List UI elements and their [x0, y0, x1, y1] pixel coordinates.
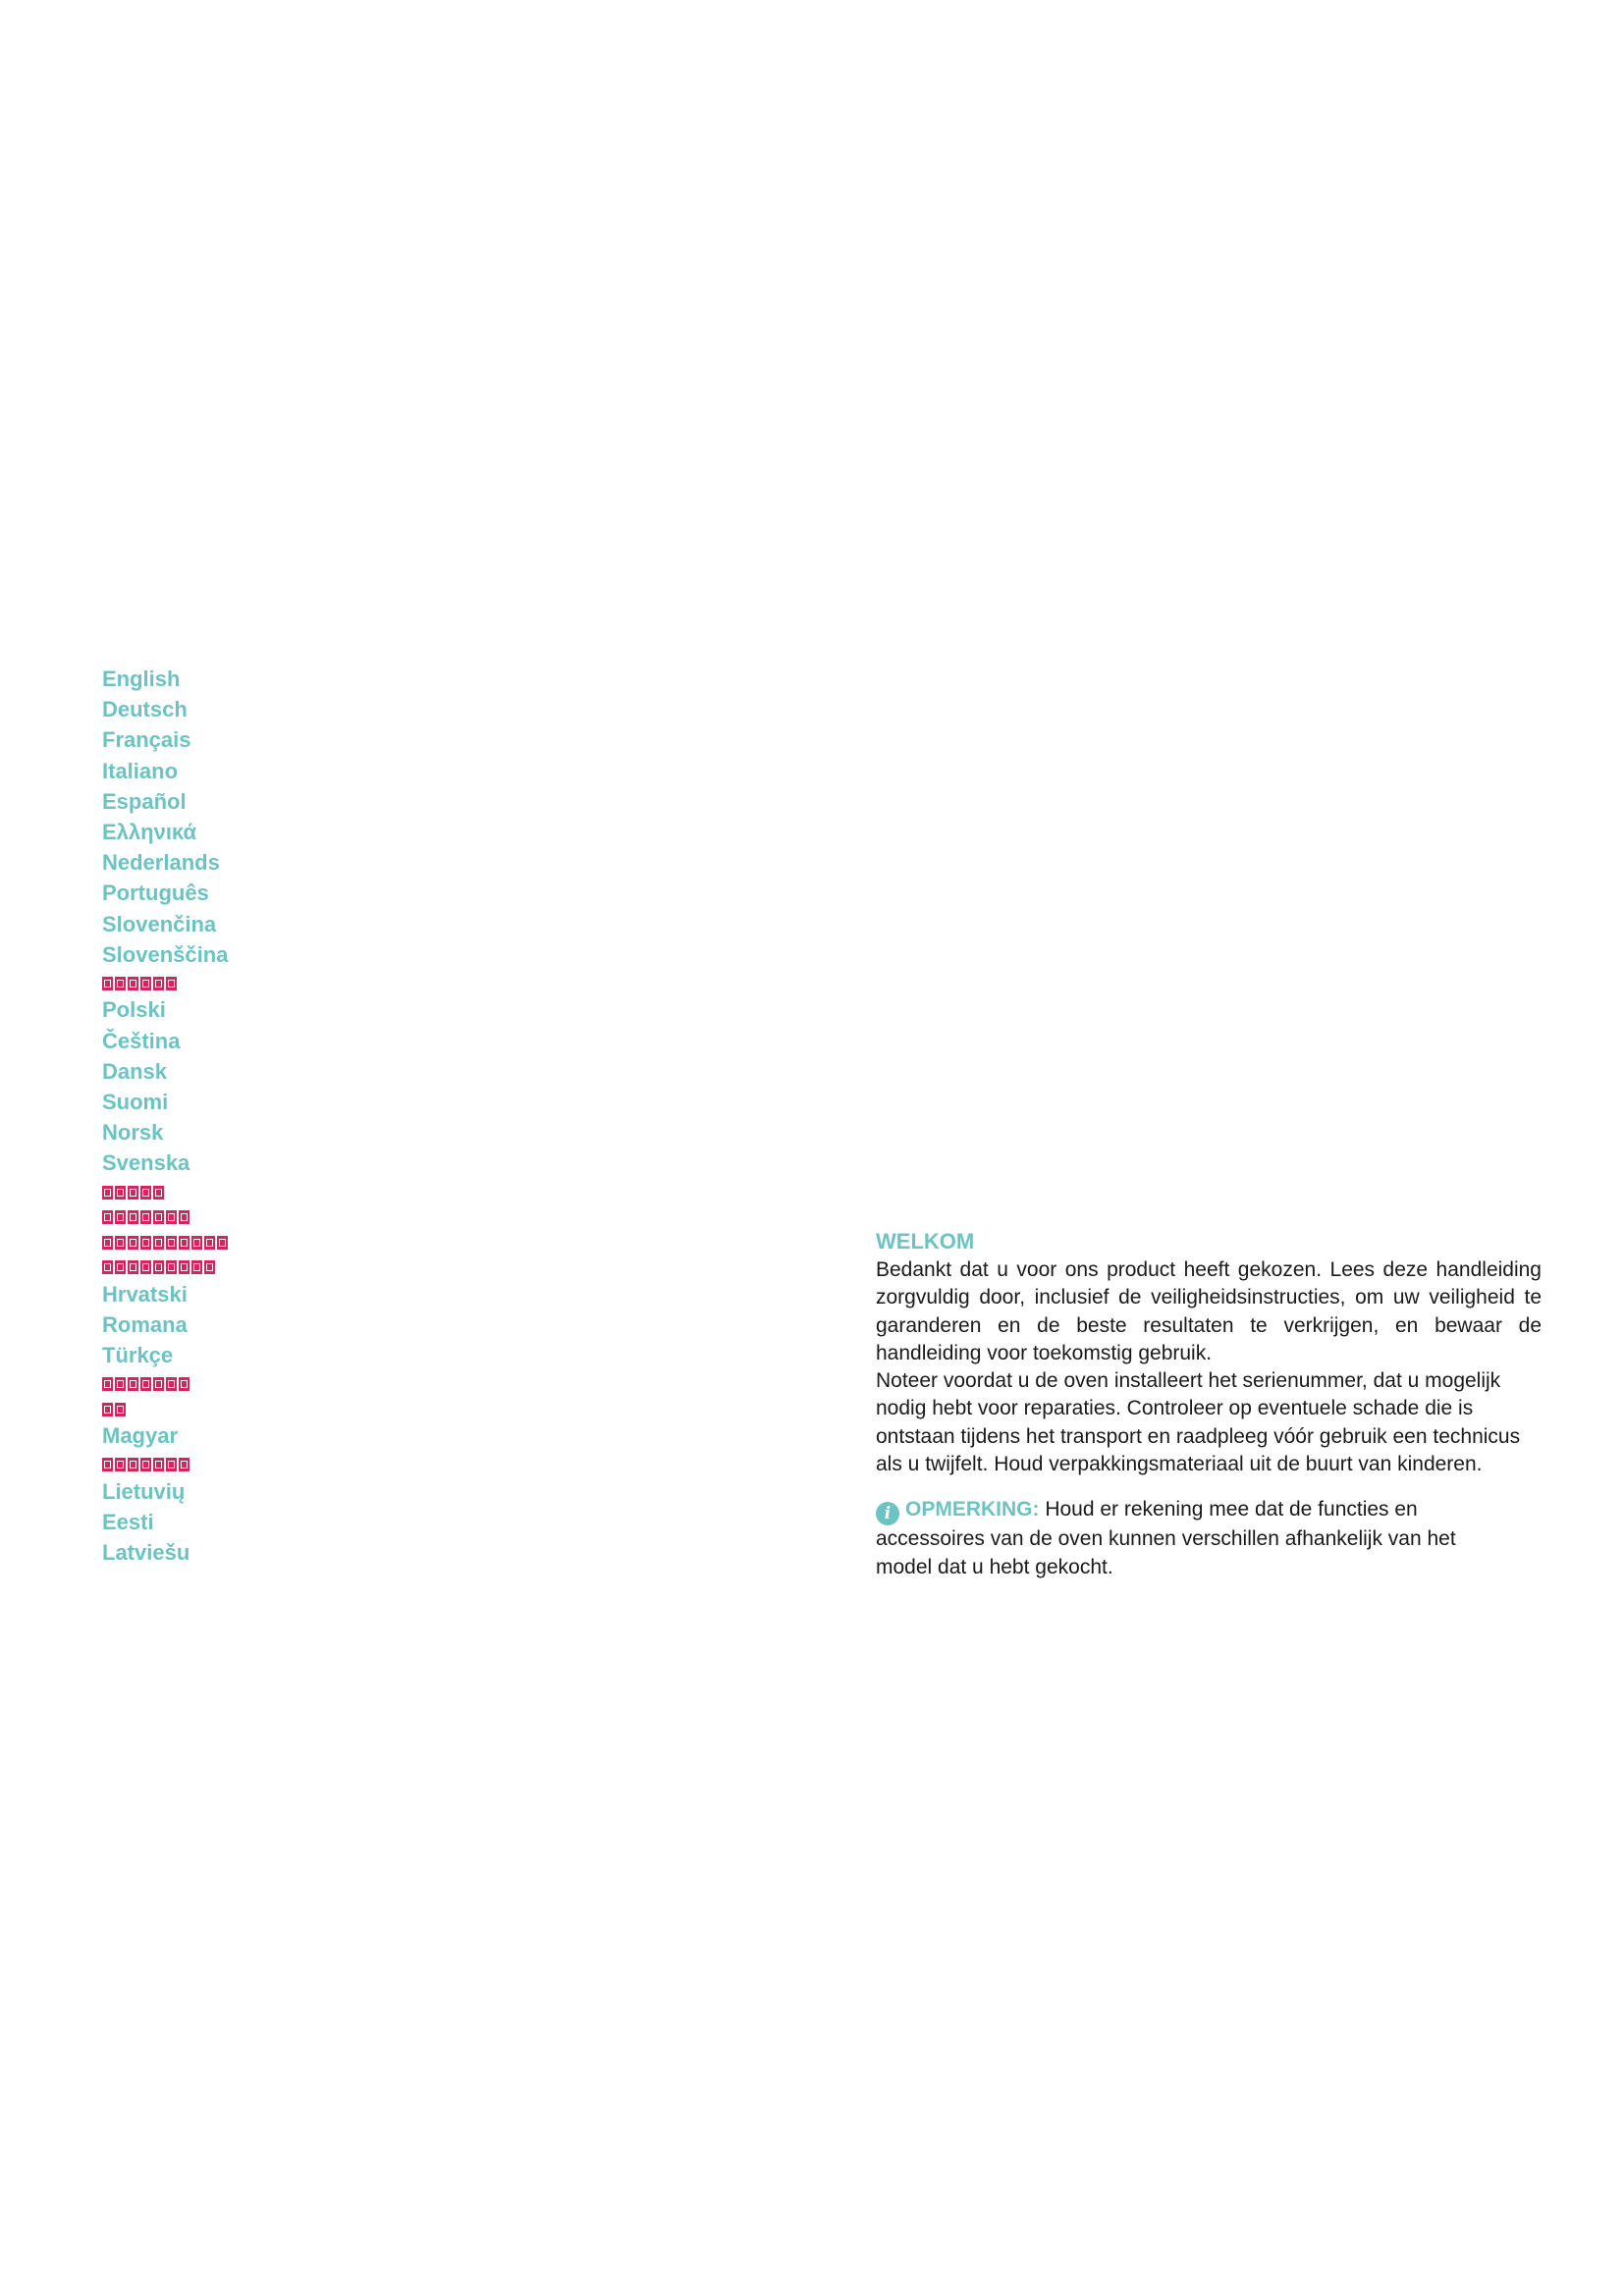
missing-glyph-icon — [115, 977, 126, 990]
missing-glyph-icon — [102, 977, 113, 990]
missing-glyph-icon — [128, 1458, 138, 1471]
missing-glyph-icon — [153, 1186, 164, 1200]
missing-glyph-icon — [179, 1236, 189, 1250]
missing-glyph-icon — [102, 1403, 113, 1416]
language-item: Dansk — [102, 1058, 168, 1084]
missing-glyph-icon — [115, 1186, 126, 1200]
language-item: Lietuvių — [102, 1478, 186, 1504]
missing-glyph-icon — [140, 977, 151, 990]
language-item: Romana — [102, 1311, 188, 1337]
missing-glyph-icon — [128, 977, 138, 990]
language-item: Polski — [102, 997, 166, 1023]
missing-glyph-boxes — [102, 1186, 164, 1200]
language-item-missing-glyphs — [102, 1229, 228, 1255]
language-item-missing-glyphs — [102, 1396, 228, 1421]
missing-glyph-icon — [166, 1377, 177, 1391]
language-item: Português — [102, 881, 209, 906]
missing-glyph-icon — [102, 1210, 113, 1224]
language-item: Deutsch — [102, 697, 188, 722]
missing-glyph-boxes — [102, 1236, 228, 1250]
missing-glyph-icon — [166, 1210, 177, 1224]
missing-glyph-icon — [102, 1260, 113, 1274]
language-item: Norsk — [102, 1120, 164, 1146]
missing-glyph-icon — [140, 1377, 151, 1391]
missing-glyph-icon — [115, 1403, 126, 1416]
missing-glyph-icon — [166, 1260, 177, 1274]
missing-glyph-icon — [102, 1186, 113, 1200]
language-item: Italiano — [102, 758, 179, 783]
language-item: Hrvatski — [102, 1281, 188, 1307]
missing-glyph-icon — [102, 1236, 113, 1250]
missing-glyph-icon — [217, 1236, 228, 1250]
missing-glyph-icon — [115, 1236, 126, 1250]
missing-glyph-icon — [140, 1210, 151, 1224]
missing-glyph-icon — [115, 1458, 126, 1471]
missing-glyph-boxes — [102, 1377, 189, 1391]
language-item-missing-glyphs — [102, 970, 228, 995]
missing-glyph-icon — [140, 1458, 151, 1471]
language-item: Suomi — [102, 1089, 169, 1114]
missing-glyph-icon — [179, 1377, 189, 1391]
missing-glyph-icon — [128, 1210, 138, 1224]
language-item: Svenska — [102, 1150, 190, 1176]
missing-glyph-icon — [140, 1186, 151, 1200]
welcome-title: WELKOM — [876, 1229, 975, 1254]
missing-glyph-icon — [191, 1260, 202, 1274]
note-label: OPMERKING: — [905, 1498, 1040, 1522]
language-item: Magyar — [102, 1423, 179, 1449]
missing-glyph-icon — [140, 1236, 151, 1250]
missing-glyph-icon — [166, 1236, 177, 1250]
missing-glyph-icon — [179, 1210, 189, 1224]
missing-glyph-icon — [153, 1236, 164, 1250]
missing-glyph-icon — [115, 1260, 126, 1274]
language-list — [102, 664, 228, 1568]
missing-glyph-icon — [204, 1260, 215, 1274]
missing-glyph-icon — [115, 1377, 126, 1391]
language-item: Français — [102, 727, 191, 753]
language-item: Español — [102, 788, 187, 814]
language-item-missing-glyphs — [102, 1179, 228, 1204]
missing-glyph-icon — [179, 1260, 189, 1274]
missing-glyph-icon — [140, 1260, 151, 1274]
language-item: Eesti — [102, 1509, 154, 1534]
missing-glyph-icon — [166, 1458, 177, 1471]
welcome-paragraph-2: Noteer voordat u de oven installeert het serienummer, dat u mogelijk nodig hebt voor reparaties. Controleer op eventuele schade die is ontstaan tijdens het transport en raadpleeg vóór gebruik een technicus als u twijfelt. Houd verpakkingsmateriaal uit de buurt van kinderen. — [876, 1369, 1521, 1476]
language-item-missing-glyphs — [102, 1254, 228, 1279]
language-item: Slovenčina — [102, 911, 217, 936]
info-icon: i — [876, 1502, 899, 1525]
language-item-missing-glyphs — [102, 1451, 228, 1476]
missing-glyph-boxes — [102, 1210, 189, 1224]
missing-glyph-icon — [153, 1260, 164, 1274]
missing-glyph-icon — [179, 1458, 189, 1471]
language-item: Ελληνικά — [102, 819, 196, 844]
missing-glyph-boxes — [102, 977, 177, 990]
missing-glyph-icon — [128, 1186, 138, 1200]
missing-glyph-icon — [102, 1377, 113, 1391]
missing-glyph-icon — [102, 1458, 113, 1471]
welcome-paragraph-1: Bedankt dat u voor ons product heeft gekozen. Lees deze handleiding zorgvuldig door, inclusief de veiligheidsinstructies, om uw veiligheid te garanderen en de beste resultaten te verkrijgen, en bewaar de handleiding voor toekomstig gebruik. — [876, 1258, 1542, 1364]
language-item: Türkçe — [102, 1342, 174, 1367]
missing-glyph-icon — [128, 1377, 138, 1391]
language-item: Nederlands — [102, 850, 220, 876]
language-item-missing-glyphs — [102, 1370, 228, 1396]
missing-glyph-icon — [166, 977, 177, 990]
missing-glyph-icon — [191, 1236, 202, 1250]
missing-glyph-icon — [115, 1210, 126, 1224]
missing-glyph-boxes — [102, 1458, 189, 1471]
language-item: English — [102, 667, 181, 691]
note-text: Houd er rekening mee dat de functies en accessoires van de oven kunnen verschillen afhankelijk van het model dat u hebt gekocht. — [876, 1498, 1456, 1578]
missing-glyph-icon — [153, 1458, 164, 1471]
missing-glyph-icon — [153, 1210, 164, 1224]
welcome-section — [876, 1227, 1542, 1581]
note-paragraph — [876, 1496, 1485, 1581]
missing-glyph-icon — [153, 977, 164, 990]
missing-glyph-icon — [204, 1236, 215, 1250]
language-item-missing-glyphs — [102, 1203, 228, 1229]
missing-glyph-icon — [128, 1236, 138, 1250]
missing-glyph-icon — [128, 1260, 138, 1274]
language-item: Čeština — [102, 1028, 181, 1053]
missing-glyph-boxes — [102, 1260, 215, 1274]
language-item: Slovenščina — [102, 941, 229, 967]
language-item: Latviešu — [102, 1540, 190, 1566]
missing-glyph-boxes — [102, 1403, 126, 1416]
missing-glyph-icon — [153, 1377, 164, 1391]
